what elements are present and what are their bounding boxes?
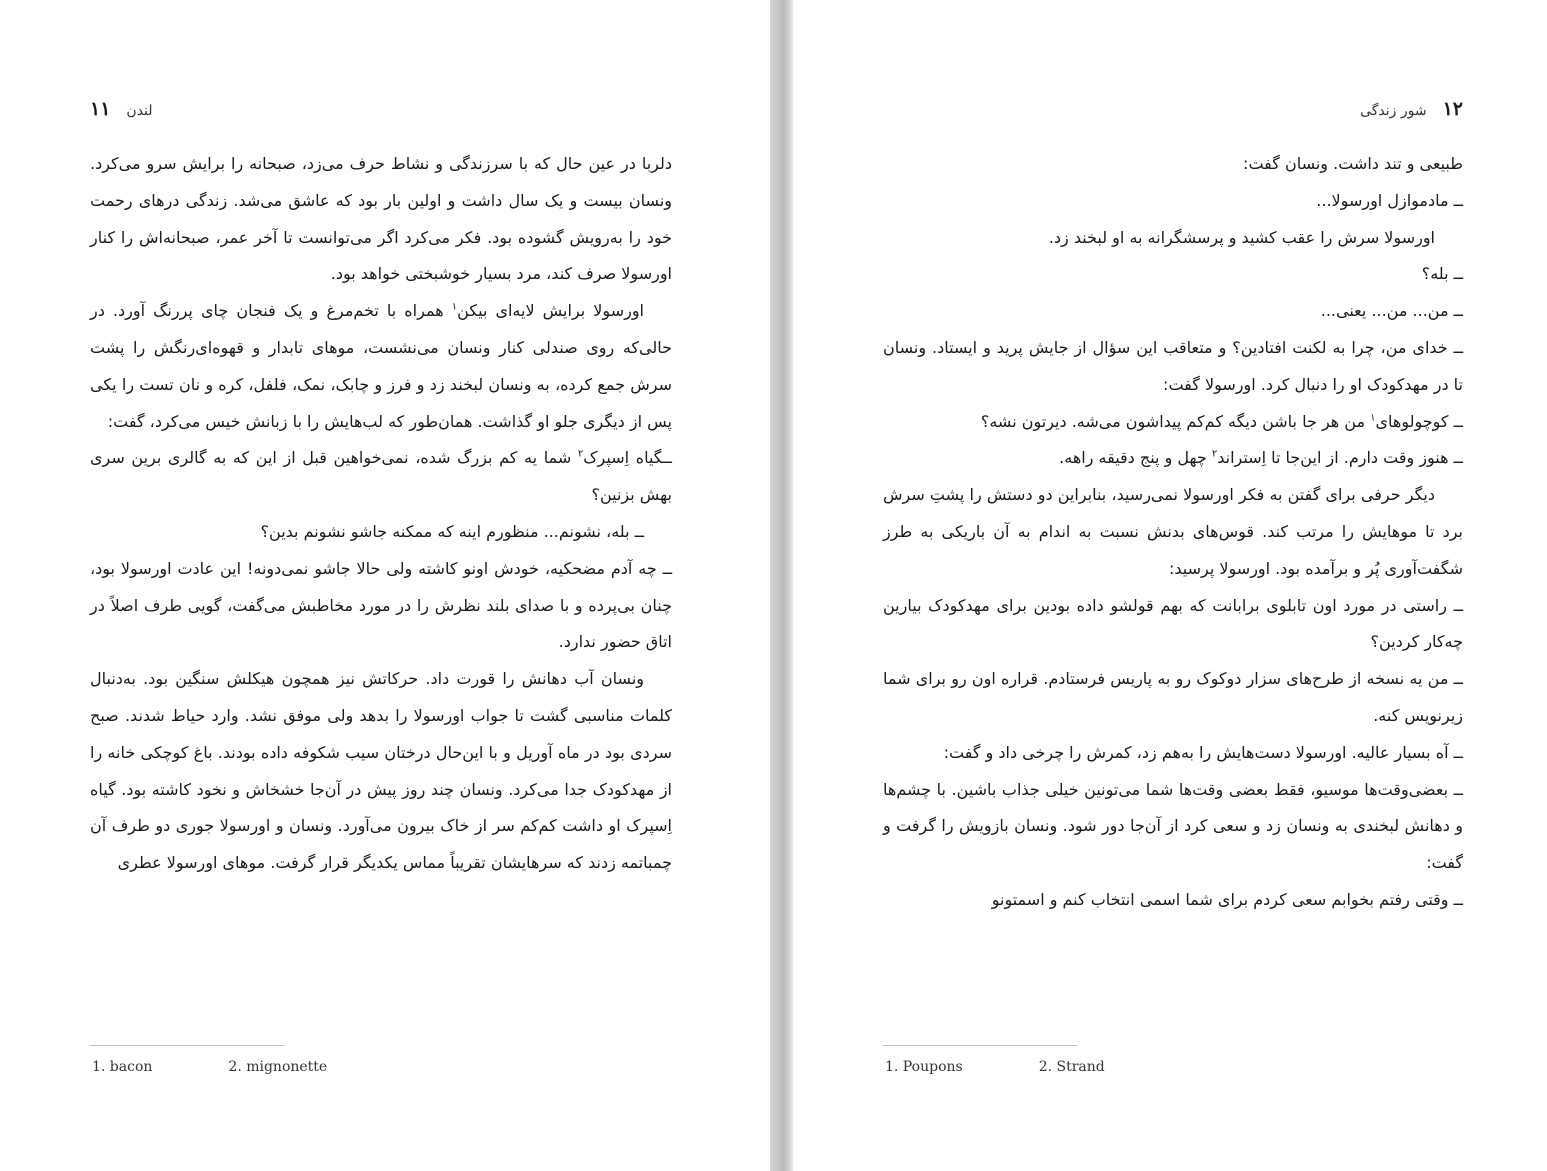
paragraph: دلربا در عین حال که با سرزندگی و نشاط حرف می‌زد، صبحانه را برایش سرو می‌کرد. ونسان بیست و یک سال داشت و اولین بار بود که عاشق می‌شد. زندگی درهای رحمت خود را به‌رویش گشوده بود. فکر می‌کرد اگر می‌توانست تا آخر عمر، صبحانه‌اش را کنار اورسولا صرف کند، مرد بسیار خوشبختی خواهد بود. [90,154,672,284]
page-number: ۱۲ [1442,98,1463,120]
footnote-divider [90,1045,284,1046]
paragraph [883,440,1463,477]
page-number: ۱۱ [90,98,111,120]
text-span: ــ هنوز وقت دارم. از این‌جا تا اِستراند [1217,448,1463,468]
running-title: شور زندگی [1360,103,1427,119]
text-span: اورسولا برایش لایه‌ای بیکن [457,301,644,321]
text-span: من هر جا باشن دیگه کم‌کم پیداشون می‌شه. دیرتون نشه؟ [980,411,1371,431]
text-span: همراه با تخم‌مرغ و یک فنجان چای پررنگ آورد. در حالی‌که روی صندلی کنار ونسان می‌نشست، موهای تابدار و قهوه‌ای‌رنگش را پشت سرش جمع کرده، به ونسان لبخند زد و فرز و چابک، نمک، فلفل، کره و نان تست را یکی پس از دیگری جلو او گذاشت. همان‌طور که لب‌هایش را با زبانش خیس می‌کرد، گفت: [90,301,672,431]
footnote: 1. Poupons [885,1059,963,1075]
footnote-mark: ۲ [1211,449,1218,461]
paragraph: اورسولا سرش را عقب کشید و پرسشگرانه به او لبخند زد. [1048,227,1435,247]
paragraph: ــ مادموازل اورسولا... [1316,190,1463,210]
paragraph [90,293,672,440]
footnote: 2. mignonette [228,1059,328,1075]
book-spine [770,0,793,1171]
paragraph: ــ من... من... یعنی... [1320,301,1463,321]
footnotes [885,1059,1105,1075]
left-page [0,0,770,1171]
footnote-mark: ۱ [1370,412,1376,424]
body-text [883,146,1463,919]
footnotes [92,1059,327,1075]
text-span: ــ کوچولوهای [1375,411,1463,431]
paragraph: ــ بعضی‌وقت‌ها موسیو، فقط بعضی وقت‌ها شما می‌تونین خیلی جذاب باشین. با چشم‌ها و دهانش لبخندی به ونسان زد و سعی کرد از آن‌جا دور شود. ونسان بازویش را گرفت و گفت: [883,779,1463,873]
paragraph: ــ چه آدم مضحکیه، خودش اونو کاشته ولی حالا جاشو نمی‌دونه! این عادت اورسولا بود، چنان بی‌پرده و با صدای بلند نظرش را در مورد مخاطبش می‌گفت، گویی طرف اصلاً در اتاق حضور ندارد. [90,558,672,652]
paragraph: ــ آه بسیار عالیه. اورسولا دست‌هایش را به‌هم زد، کمرش را چرخی داد و گفت: [943,742,1463,762]
footnote-mark: ۲ [577,449,584,461]
footnote: 2. Strand [1038,1059,1105,1075]
right-page [793,0,1547,1171]
footnote-mark: ۱ [451,301,458,313]
paragraph: ــ خدای من، چرا به لکنت افتادین؟ و متعاقب این سؤال از جایش پرید و ایستاد. ونسان تا در مهدکودک او را دنبال کرد. اورسولا گفت: [883,337,1463,394]
paragraph [883,404,1463,441]
text-span: چهل و پنج دقیقه راهه. [1059,448,1212,468]
text-span: ــگیاه اِسپرک [583,448,672,468]
paragraph: دیگر حرفی برای گفتن به فکر اورسولا نمی‌رسید، بنابراین دو دستش را پشتِ سرش برد تا موهایش را مرتب کند. قوس‌های بدنش نسبت به اندام به آن باریکی به طرز شگفت‌آوری پُر و برآمده بود. اورسولا پرسید: [883,485,1463,578]
footnote: 1. bacon [92,1059,153,1075]
paragraph: ونسان آب دهانش را قورت داد. حرکاتش نیز همچون هیکلش سنگین بود. به‌دنبال کلمات مناسبی گشت تا جواب اورسولا را بدهد ولی موفق نشد. وارد حیاط شدند. صبح سردی بود در ماه آوریل و با این‌حال درختان سیب شکوفه داده بودند. باغ کوچکی خانه را از مهدکودک جدا می‌کرد. ونسان چند روز پیش در آن‌جا خشخاش و نخود کاشته بود. گیاه اِسپرک او داشت کم‌کم سر از خاک بیرون می‌آورد. ونسان و اورسولا جوری دو طرف آن چمباتمه زدند که سرهایشان تقریباً مماس یکدیگر قرار گرفت. موهای اورسولا عطری [90,669,672,873]
footnote-divider [883,1045,1077,1046]
body-text [90,146,672,882]
text-span: شما یه کم بزرگ شده، نمی‌خواهین قبل از این که به گالری برین سری بهش بزنین؟ [90,448,672,505]
paragraph: ــ بله، نشونم... منظورم اینه که ممکنه جاشو نشونم بدین؟ [260,521,644,541]
paragraph: ــ راستی در مورد اون تابلوی برابانت که بهم قولشو داده بودین برای مهدکودک بیارین چه‌کار کردین؟ [883,595,1463,652]
paragraph: ــ من یه نسخه از طرح‌های سزار دوکوک رو به پاریس فرستادم. قراره اون رو برای شما زیرنویس کنه. [883,669,1463,725]
paragraph: طبیعی و تند داشت. ونسان گفت: [1243,154,1463,173]
paragraph [90,440,672,514]
paragraph: ــ بله؟ [1421,264,1463,284]
page-header [90,98,170,120]
page-header [1360,98,1463,120]
running-title: لندن [126,103,153,119]
paragraph: ــ وقتی رفتم بخوابم سعی کردم برای شما اسمی انتخاب کنم و اسمتونو [991,889,1463,909]
